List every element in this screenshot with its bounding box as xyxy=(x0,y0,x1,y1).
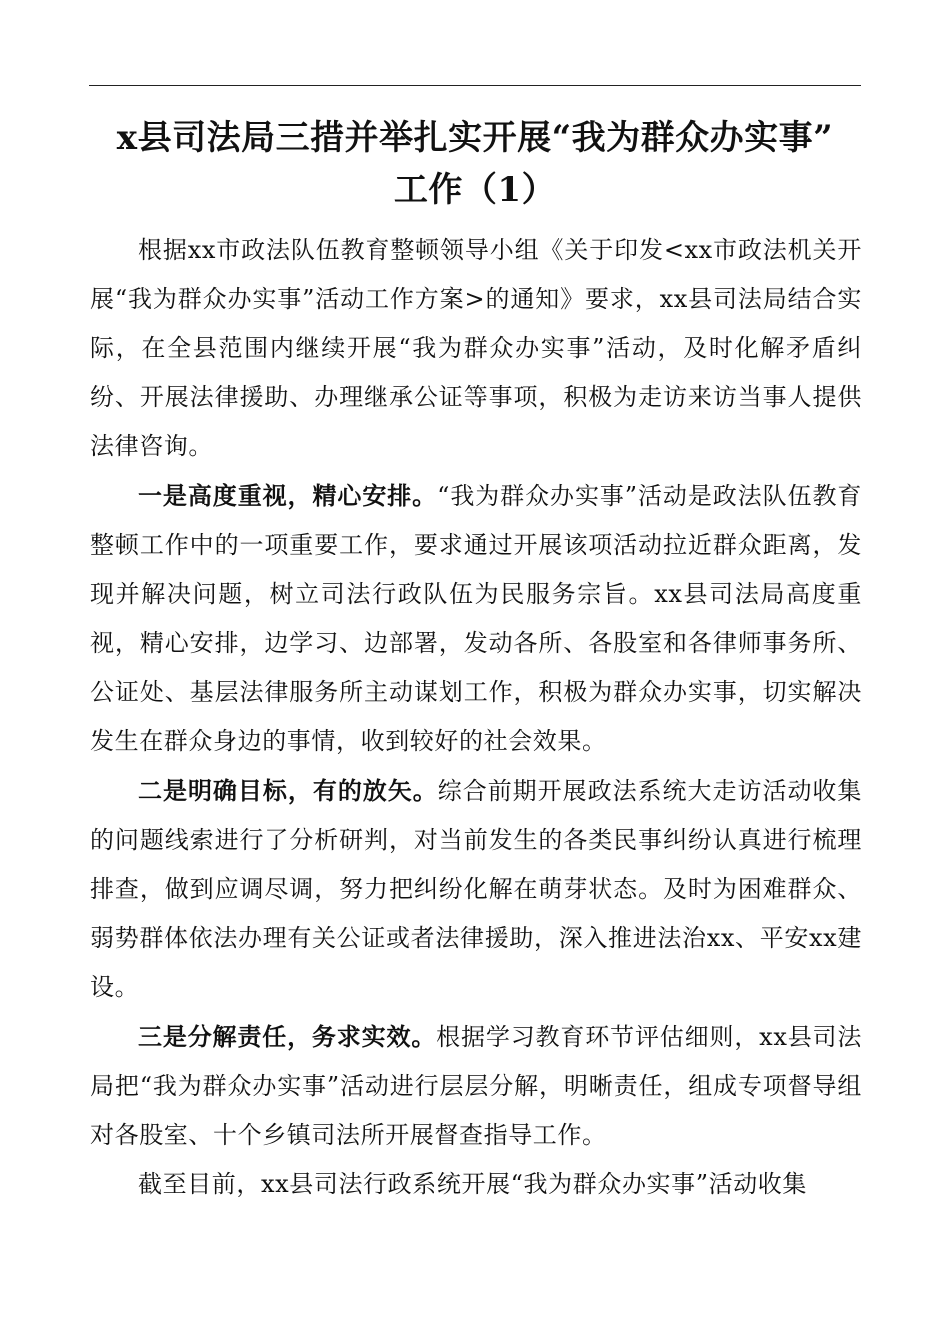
paragraph-lead: 一是高度重视，精心安排。 xyxy=(138,481,438,510)
paragraph-lead: 三是分解责任，务求实效。 xyxy=(138,1022,437,1051)
paragraph-lead: 二是明确目标，有的放矢。 xyxy=(138,776,438,805)
header-rule xyxy=(89,85,861,86)
paragraph-text: 根据学习教育环节评估细则，xx县司法局把“我为群众办实事”活动进行层层分解，明晰责任，组成专项督导组对各股室、十个乡镇司法所开展督查指导工作。 xyxy=(90,1023,862,1149)
paragraph-point-2 xyxy=(90,766,862,1012)
paragraph-point-1 xyxy=(90,471,862,766)
title-line-2: 工作（1） xyxy=(393,170,557,210)
paragraph-text: 截至目前，xx县司法行政系统开展“我为群众办实事”活动收集 xyxy=(138,1170,808,1198)
paragraph-text: 综合前期开展政法系统大走访活动收集的问题线索进行了分析研判，对当前发生的各类民事纠纷认真进行梳理排查，做到应调尽调，努力把纠纷化解在萌芽状态。及时为困难群众、弱势群体依法办理有关公证或者法律援助，深入推进法治xx、平安xx建设。 xyxy=(90,777,863,1001)
paragraph-intro xyxy=(90,226,862,471)
document-body xyxy=(90,226,862,1209)
title-line-1: x县司法局三措并举扎实开展“我为群众办实事” xyxy=(116,118,834,158)
paragraph-summary xyxy=(90,1160,862,1209)
paragraph-text: “我为群众办实事”活动是政法队伍教育整顿工作中的一项重要工作，要求通过开展该项活动拉近群众距离，发现并解决问题，树立司法行政队伍为民服务宗旨。xx县司法局高度重视，精心安排，边学习、边部署，发动各所、各股室和各律师事务所、公证处、基层法律服务所主动谋划工作，积极为群众办实事，切实解决发生在群众身边的事情，收到较好的社会效果。 xyxy=(90,482,863,755)
document-title xyxy=(89,112,861,216)
paragraph-point-3 xyxy=(90,1012,862,1160)
paragraph-text: 根据xx市政法队伍教育整顿领导小组《关于印发<xx市政法机关开展“我为群众办实事”活动工作方案>的通知》要求，xx县司法局结合实际，在全县范围内继续开展“我为群众办实事”活动，及时化解矛盾纠纷、开展法律援助、办理继承公证等事项，积极为走访来访当事人提供法律咨询。 xyxy=(90,236,862,460)
